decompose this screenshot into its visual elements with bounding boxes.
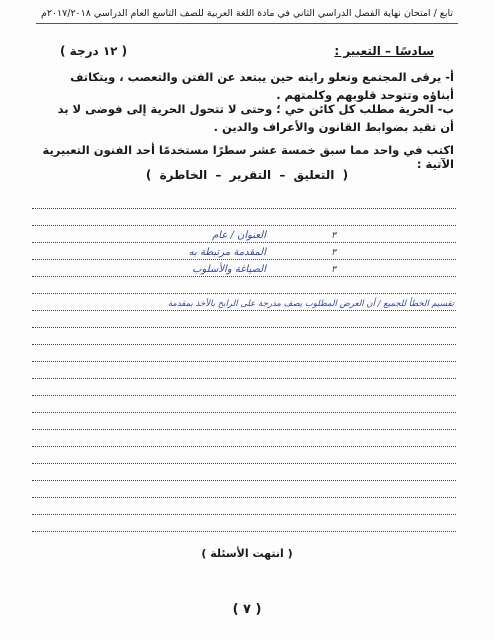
end-of-questions: ( انتهت الأسئلة ) (201, 547, 293, 560)
handwritten-mark: ٣ (331, 248, 336, 258)
answer-line[interactable] (32, 345, 456, 362)
answer-line[interactable] (32, 447, 456, 464)
answer-line[interactable] (32, 362, 456, 379)
answer-line[interactable] (32, 328, 456, 345)
handwritten-criterion: المقدمة مرتبطة به (188, 247, 266, 258)
answer-line[interactable] (32, 430, 456, 447)
topic-a: أ- يرقى المجتمع وتعلو رايته حين يبتعد عن الفتن والتعصب ، ويتكاتف أبناؤه وتتوحد قلوبهم وكلمتهم . (70, 70, 454, 102)
handwritten-criterion: العنوان / عام (212, 230, 266, 241)
answer-line[interactable] (32, 209, 456, 226)
answer-line[interactable] (32, 379, 456, 396)
answer-line[interactable] (32, 311, 456, 328)
answer-line[interactable] (32, 243, 456, 260)
page-number: ( ٧ ) (232, 602, 262, 617)
handwritten-criterion: الصياغة والأسلوب (192, 264, 266, 275)
topic-b: ب- الحرية مطلب كل كائن حي ؛ وحتى لا تتحول الحرية إلى فوضى لا بد أن تقيد بضوابط القانون والأعراف والدين . (57, 102, 454, 134)
answer-line[interactable] (32, 481, 456, 498)
answer-line[interactable] (32, 277, 456, 294)
answer-line[interactable] (32, 498, 456, 515)
answer-line[interactable] (32, 464, 456, 481)
instruction: اكتب في واحد مما سبق خمسة عشر سطرًا مستخدمًا أحد الفنون التعبيرية الآتية : (42, 143, 454, 171)
handwritten-note: تقسيم الخطأ للجميع / أن العرض المطلوب يصف مدرجة على الرابح بالأخذ بمقدمة (167, 299, 454, 309)
answer-line[interactable] (32, 515, 456, 532)
answer-line[interactable] (32, 192, 456, 209)
answer-line[interactable] (32, 396, 456, 413)
handwritten-mark: ٣ (331, 231, 336, 241)
exam-header: تابع / امتحان نهاية الفصل الدراسي الثاني في مادة اللغة العربية للصف التاسع العام الدراسي ٢٠١٧/٢٠١٨م (36, 8, 458, 24)
section-marks: ( ١٢ درجة ) (60, 44, 128, 58)
answer-line[interactable] (32, 294, 456, 311)
handwritten-mark: ٣ (331, 265, 336, 275)
section-title: سادسًا – التعبير : (334, 44, 434, 58)
answer-line[interactable] (32, 226, 456, 243)
answer-line[interactable] (32, 413, 456, 430)
answer-lines (32, 192, 456, 532)
expression-forms: ( التعليق – التقرير – الخاطرة ) (145, 168, 349, 182)
answer-line[interactable] (32, 260, 456, 277)
